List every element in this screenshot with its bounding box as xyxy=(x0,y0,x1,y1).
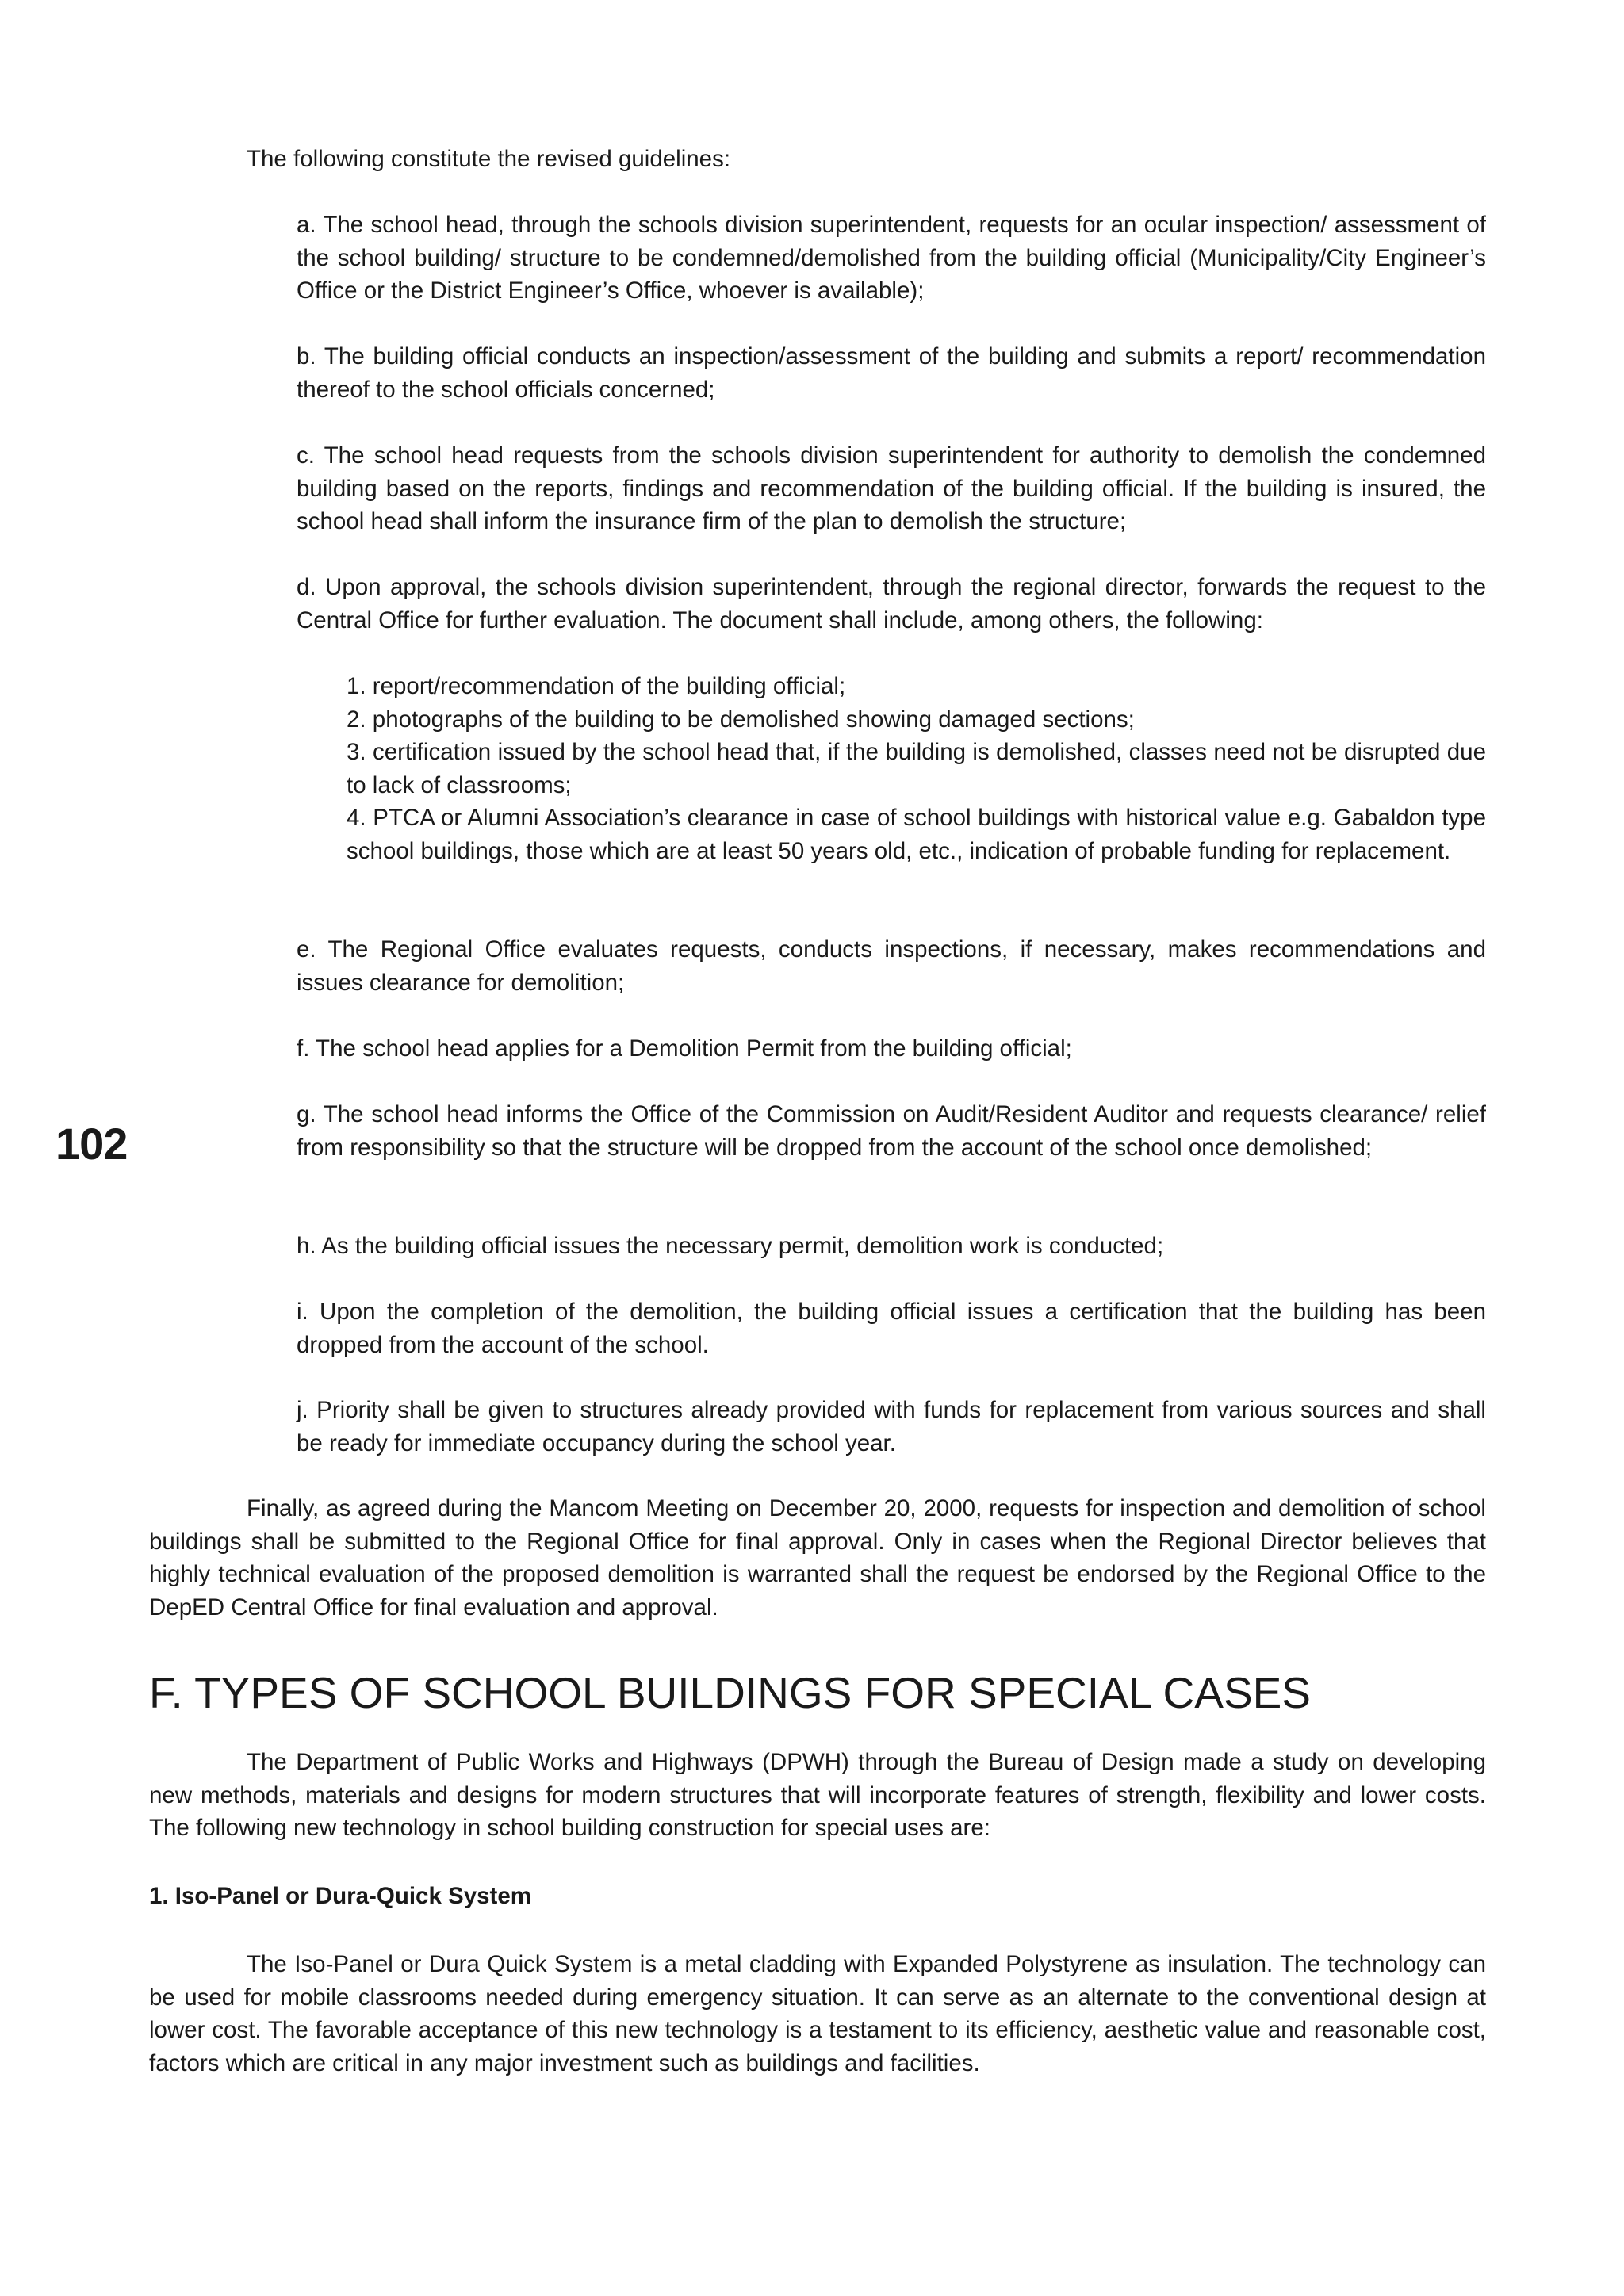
section-heading: F. TYPES OF SCHOOL BUILDINGS FOR SPECIAL CASES xyxy=(149,1668,1311,1717)
guideline-item-b: b. The building official conducts an inspection/assessment of the building and submits a report/ recommendation thereof to the school officials concerned; xyxy=(297,343,1486,403)
guideline-item-f: f. The school head applies for a Demolition Permit from the building official; xyxy=(297,1035,1072,1062)
intro-text: The following constitute the revised guidelines: xyxy=(247,146,731,172)
final-paragraph: Finally, as agreed during the Mancom Meeting on December 20, 2000, requests for inspection and demolition of school buildings shall be submitted to the Regional Office for final approval. Only in cases when the Regional Director believes that highly technical evaluation of the proposed demolition is warranted shall the request be endorsed by the Regional Office to the DepED Central Office for final evaluation and approval. xyxy=(149,1495,1486,1621)
guideline-item-d: d. Upon approval, the schools division superintendent, through the regional director, forwards the request to the Central Office for further evaluation. The document shall include, among others, the following: xyxy=(297,574,1486,633)
guideline-subitem-3: 3. certification issued by the school head that, if the building is demolished, classes need not be disrupted due to lack of classrooms; xyxy=(347,739,1486,798)
subsection-heading: 1. Iso-Panel or Dura-Quick System xyxy=(149,1883,531,1909)
guideline-item-h: h. As the building official issues the necessary permit, demolition work is conducted; xyxy=(297,1233,1164,1259)
dpwh-paragraph: The Department of Public Works and Highways (DPWH) through the Bureau of Design made a study on developing new methods, materials and designs for modern structures that will incorporate features of strength, flexibility and lower costs. The following new technology in school building construction for special uses are: xyxy=(149,1749,1486,1841)
guideline-subitem-2: 2. photographs of the building to be demolished showing damaged sections; xyxy=(347,706,1135,733)
guideline-subitem-4: 4. PTCA or Alumni Association’s clearance in case of school buildings with historical value e.g. Gabaldon type school buildings, those which are at least 50 years old, etc., indication of probable funding for replacement. xyxy=(347,805,1486,864)
guideline-item-e: e. The Regional Office evaluates requests, conducts inspections, if necessary, makes recommendations and issues clearance for demolition; xyxy=(297,936,1486,996)
guideline-item-a: a. The school head, through the schools division superintendent, requests for an ocular inspection/ assessment of the school building/ structure to be condemned/demolished from the building official (Municipality/City Engineer’s Office or the District Engineer’s Office, whoever is available); xyxy=(297,212,1486,304)
guideline-item-c: c. The school head requests from the schools division superintendent for authority to demolish the condemned building based on the reports, findings and recommendation of the building official. If the building is insured, the school head shall inform the insurance firm of the plan to demolish the structure; xyxy=(297,442,1486,534)
page-number: 102 xyxy=(56,1119,128,1169)
guideline-item-g: g. The school head informs the Office of the Commission on Audit/Resident Auditor and requests clearance/ relief from responsibility so that the structure will be dropped from the account of the school once demolished; xyxy=(297,1101,1486,1161)
guideline-item-i: i. Upon the completion of the demolition, the building official issues a certification that the building has been dropped from the account of the school. xyxy=(297,1299,1486,1358)
guideline-item-j: j. Priority shall be given to structures already provided with funds for replacement from various sources and shall be ready for immediate occupancy during the school year. xyxy=(297,1397,1486,1456)
iso-panel-paragraph: The Iso-Panel or Dura Quick System is a metal cladding with Expanded Polystyrene as insulation. The technology can be used for mobile classrooms needed during emergency situation. It can serve as an alternate to the conventional design at lower cost. The favorable acceptance of this new technology is a testament to its efficiency, aesthetic value and reasonable cost, factors which are critical in any major investment such as buildings and facilities. xyxy=(149,1951,1486,2076)
guideline-subitem-1: 1. report/recommendation of the building official; xyxy=(347,673,846,699)
